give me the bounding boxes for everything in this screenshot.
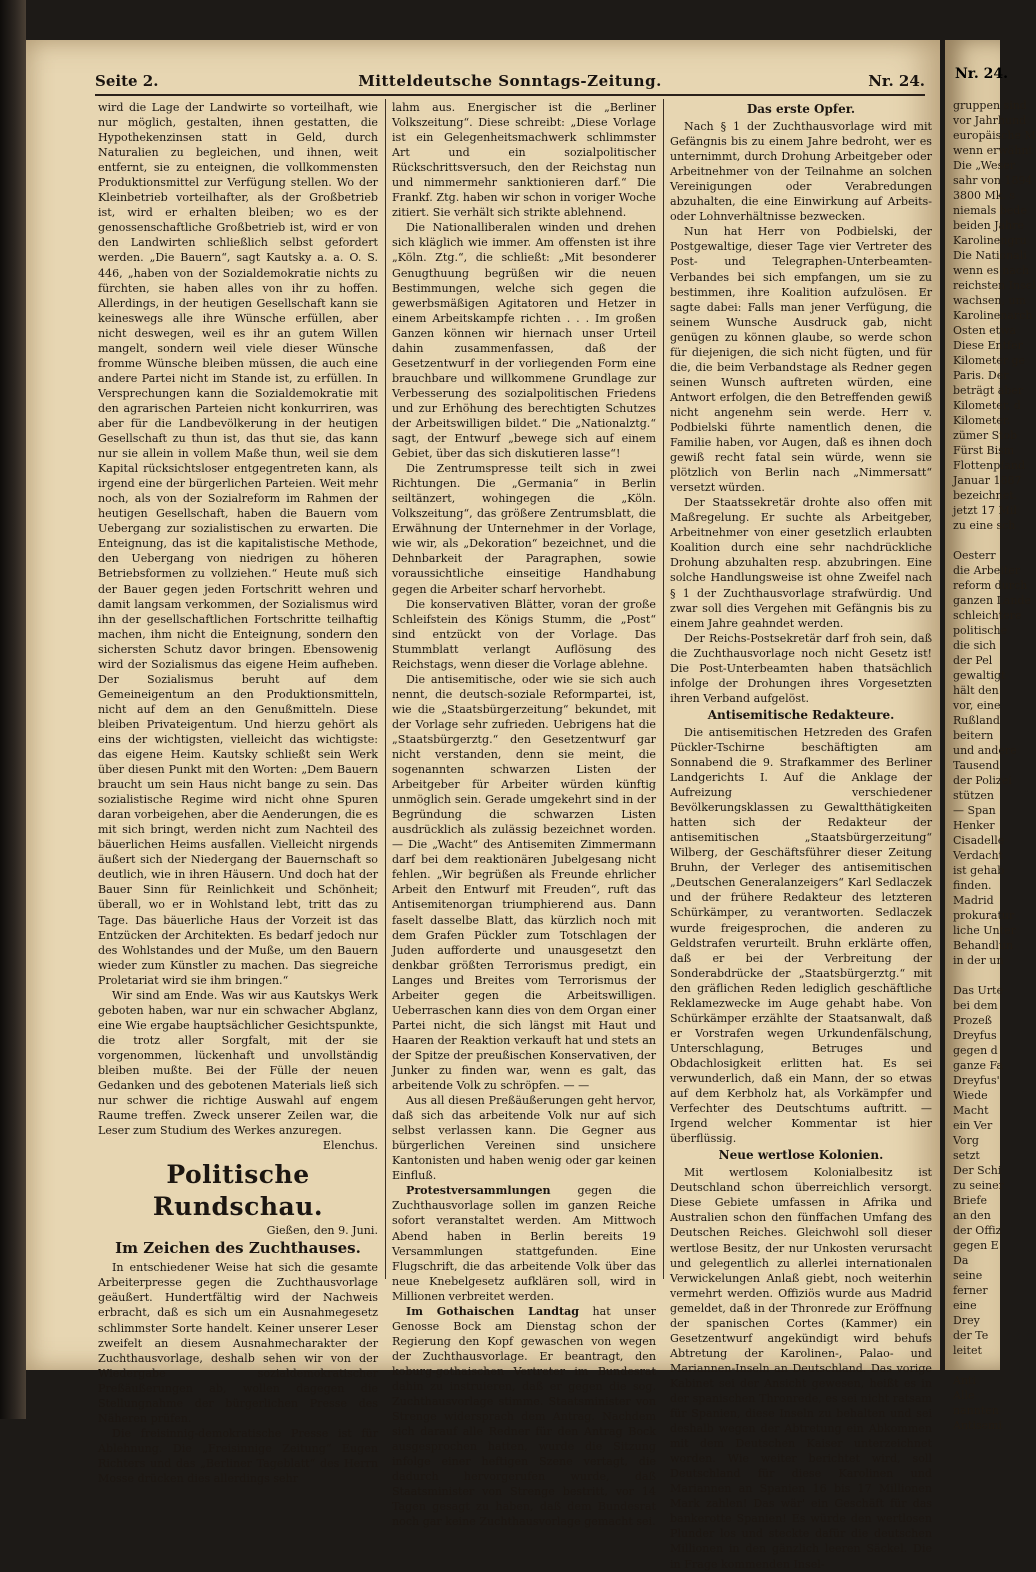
- next-page-line: der Polizei: [953, 774, 1012, 787]
- next-page-line: Prozeß: [953, 1014, 992, 1027]
- column-2: [392, 100, 656, 1529]
- next-page-line: ferner: [953, 1284, 988, 1297]
- next-page-line: Fürst Bism: [953, 444, 1015, 457]
- article-paragraph: Der Staatssekretär drohte also offen mit Maßregelung. Er suchte als Arbeitgeber, Arbeitnehmer von einer gesetzlich erlaubten Koalition durch eine sehr nachdrückliche Drohung abzuhalten resp. abzubringen. Eine solche Handlungsweise ist ohne Zweifel nach § 1 der Zuchthausvorlage strafwürdig. Und zwar soll dies Vergehen mit Gefängnis bis zu einem Jahre geahndet werden.: [670, 496, 932, 630]
- item-lead: Protestversammlungen: [406, 1184, 551, 1198]
- article-paragraph: Mit wertlosem Kolonialbesitz ist Deutschland schon überreichlich versorgt. Diese Gebiete umfassen in Afrika und Australien schon den fünffachen Umfang des Deutschen Reiches. Gleichwohl soll dieser wertlose Besitz, der nur Unkosten verursacht und gelegentlich zu allerlei internationalen Verwickelungen Anlaß giebt, noch weiterhin vermehrt werden. Offiziös wurde aus Madrid gemeldet, daß in der Thronrede zur Eröffnung der spanischen Cortes (Kammer) ein Gesetzentwurf angekündigt wird behufs Abtretung der Karolinen-, Palao- und Mariannen-Inseln an Deutschland. Das vorige Kabinet sei der Ansicht gewesen, heißt es in der spanischen Thronrede, es sei nicht ratsam für Spanien, diese Inseln zu behalten und sei deshalb wegen der Abtretung ein Abkommen mit dem Deutschen Kaiser unterzeichnet worden. Wie weiter berichtet wird, soll Deutschland für diese Karolinen und Mariannen an Spanien 16 bis 17 Millionen Mark zahlen! Das wär' ein Geschäft für das bankerotte Spanien! Es würde den wertlosen Plunder los und steckte dafür die deutschen Millionen in den gänzlich leeren Säckel. Die in Frage kommenden Insel-: [670, 1166, 932, 1571]
- article-paragraph: Die Zentrumspresse teilt sich in zwei Richtungen. Die „Germania“ in Berlin seiltänzert, wohingegen die „Köln. Volkszeitung“, das größere Zentrumsblatt, die Erwähnung der Unternehmer in der Vorlage, wie wir, als „Dekoration“ bezeichnet, und die Dehnbarkeit der Paragraphen, sowie voraussichtliche einseitige Handhabung gegen die Arbeiter scharf hervorhebt.: [392, 462, 656, 596]
- section-title: Politische Rundschau.: [152, 1160, 324, 1222]
- newspaper-title: Mitteldeutsche Sonntags-Zeitung.: [358, 72, 662, 90]
- next-page-line: [953, 533, 1013, 548]
- next-page-line: Diese Entfer: [953, 339, 1023, 352]
- next-page-line: Kilometer ge: [953, 354, 1026, 367]
- article-title: Im Zeichen des Zuchthauses.: [115, 1239, 361, 1258]
- article-paragraph: [392, 1183, 656, 1303]
- next-page-line: bezeichnet.: [953, 489, 1018, 502]
- next-page-line: 3800 Mk. s: [953, 189, 1016, 202]
- next-page-line: Karolinengru: [953, 234, 1027, 247]
- article-heading: Neue wertlose Kolonien.: [718, 1148, 884, 1163]
- next-page-line: beitern: [953, 729, 994, 742]
- next-page-line: zu seiner: [953, 1179, 1004, 1192]
- column-divider: [663, 99, 664, 1279]
- next-page-line: gegen d: [953, 1044, 998, 1057]
- article-paragraph: Die antisemitische, oder wie sie sich auch nennt, die deutsch-soziale Reformpartei, ist, wie die „Staatsbürgerzeitung“ bekundet, mit der Vorlage sehr zufrieden. Uebrigens hat die „Staatsbürgerztg.“ den Gesetzentwurf gar nicht verstanden, denn sie meint, die sogenannten schwarzen Listen der Arbeitgeber für Arbeiter würden künftig unmöglich sein. Gerade umgekehrt sind in der Begründung die schwarzen Listen ausdrücklich als zulässig bezeichnet worden. — Die „Wacht“ des Antisemiten Zimmermann darf bei dem reaktionären Jubelgesang nicht fehlen. „Wir begrüßen als Freunde ehrlicher Arbeit den Entwurf mit Freuden“, ruft das Antisemitenorgan triumphierend aus. Dann faselt dasselbe Blatt, das kürzlich noch mit dem Grafen Pückler zum Totschlagen der Juden aufforderte und unausgesetzt den denkbar größten Terrorismus predigt, ein Langes und Breites vom Terrorismus der Arbeiter gegen die Arbeitswilligen. Ueberraschen kann dies von dem Organ einer Partei nicht, die sich längst mit Haut und Haaren der Reaktion verkauft hat und stets an der Spitze der preußischen Konservativen, der Junker zu finden war, wenn es galt, das arbeitende Volk zu schröpfen. — —: [392, 672, 656, 1093]
- next-page-line: bei dem: [953, 999, 998, 1012]
- item-text: gegen die Zuchthausvorlage sollen im ganzen Reiche sofort veranstaltet werden. Am Mittwoch Abend haben in Berlin bereits 19 Versammlungen stattgefunden. Eine Flugschrift, die das arbeitende Volk über das neue Knebelgesetz aufklären soll, wird in Millionen verbreitet werden.: [392, 1184, 656, 1303]
- item-text: hat unser Genosse Bock am Dienstag schon der Regierung den Kopf gewaschen von wegen der Zuchthausvorlage. Er beantragt, den koburg-gothaischen Vertreter im Bundesrat dahin zu instruieren, daß er gegen die sog. Zuchthausvorlage stimme. Staatsminister von Strenge widersprach dem Antrag. Nachdem sich darauf alle Redner für den Antrag Bock ausgesprochen hatten, wurde die Sitzung infolge einer heftigen Szene vertagt, die dadurch hervorgerufen wurde, daß Staatsminister von Strenge bestritt, vor 14 Tagen gesagt zu haben, daß dem Bundesrat noch gar keine Zuchthausvorlage gemacht sei.: [392, 1304, 656, 1529]
- article-paragraph: lahm aus. Energischer ist die „Berliner Volkszeitung“. Diese schreibt: „Diese Vorlage ist ein Gelegenheitsmachwerk schlimmster Art und ein sozialpolitischer Rückschrittsversuch, den der Reichstag nun und nimmermehr sanktionieren darf.“ Die Frankf. Ztg. haben wir schon in voriger Woche zitiert. Sie verhält sich strikte ablehnend.: [392, 101, 656, 220]
- next-page-line: Die Nationali: [953, 249, 1027, 262]
- next-page-line: leitet: [953, 1344, 982, 1357]
- dateline: Gießen, den 9. Juni.: [266, 1224, 378, 1238]
- next-page-line: Verdacht: [953, 849, 1003, 862]
- column-divider: [385, 99, 386, 1279]
- next-page-line: [953, 1358, 1013, 1373]
- next-page-line: Rußland: [953, 714, 1000, 727]
- next-page-line: Drey: [953, 1314, 980, 1327]
- article-paragraph: Nach § 1 der Zuchthausvorlage wird mit Gefängnis bis zu einem Jahre bedroht, wer es unternimmt, durch Drohung Arbeitgeber oder Arbeitnehmer von der Teilnahme an solchen Vereinigungen oder Verabredungen abzuhalten, die eine Einwirkung auf Arbeits- oder Lohnverhältnisse bezwecken.: [670, 120, 932, 224]
- next-page-line: hält den: [953, 684, 999, 697]
- next-page-line: in der un: [953, 954, 1004, 967]
- next-page-line: Oesterr: [953, 549, 996, 562]
- next-page-line: beträgt aber: [953, 384, 1024, 397]
- next-page-line: nannten: [953, 1404, 999, 1417]
- article-paragraph: [392, 1304, 656, 1530]
- article-paragraph: Die freisinnig-demokratische Presse ist für Ablehnung. Die „Freisinnige Zeitung“ Eugen Richters und das „Berliner Tageblatt“ des Herrn Mosse drücken dies allerdings sehr: [98, 1426, 378, 1485]
- next-page-line: Cisadelle: [953, 834, 1005, 847]
- article-paragraph: Die konservativen Blätter, voran der große Schleifstein des Königs Stumm, die „Post“ sind entzückt von der Vorlage. Das Stummblatt verlangt Auflösung des Reichstags, wenn dieser die Vorlage ablehne.: [392, 597, 656, 671]
- next-page-line: gruppen sind: [953, 99, 1027, 112]
- next-page-line: Januar 1887: [953, 474, 1022, 487]
- next-page-line: niemals bede: [953, 204, 1027, 217]
- article-paragraph: Der Reichs-Postsekretär darf froh sein, daß die Zuchthausvorlage noch nicht Gesetz ist! Die Post-Unterbeamten haben thatsächlich infolge der Drohungen ihres Vorgesetzten ihren Verband aufgelöst.: [670, 631, 932, 705]
- next-page-line: Karolinenarch: [953, 309, 1033, 322]
- next-page-line: Anti: [953, 1374, 976, 1387]
- next-page-text: [953, 98, 1036, 1433]
- next-page-line: gegen E: [953, 1239, 999, 1252]
- next-page-line: ist gehab: [953, 864, 1005, 877]
- next-page-line: Behandlun: [953, 939, 1014, 952]
- next-page-line: ganze Fa: [953, 1059, 1003, 1072]
- column-3: [670, 100, 932, 1571]
- next-page-line: Paris. Der: [953, 369, 1009, 382]
- next-page-line: Die „Weser: [953, 159, 1015, 172]
- next-page-line: an den: [953, 1209, 991, 1222]
- article-paragraph: Wir sind am Ende. Was wir aus Kautskys Werk geboten haben, war nur ein schwacher Abglanz, eine Wie ergabe hauptsächlicher Gesichtspunkte, die trotz aller Sorgfalt, mit der sie vorgenommen, lückenhaft und unvollständig bleiben mußte. Bei der Fülle der neuen Gedanken und des gebotenen Materials ließ sich nur schwer die richtige Auswahl auf engem Raume treffen. Zweck unserer Zeilen war, die Leser zum Studium des Werkes anzuregen.: [98, 988, 378, 1138]
- next-page-line: — Span: [953, 804, 996, 817]
- next-page-line: der Te: [953, 1329, 989, 1342]
- next-page-line: politische: [953, 624, 1008, 637]
- next-page-line: Da: [953, 1254, 969, 1267]
- next-page-line: liche Unter: [953, 924, 1016, 937]
- next-page-line: Henker: [953, 819, 995, 832]
- next-page-line: beiden Jahre: [953, 219, 1025, 232]
- next-page-line: Das Urte: [953, 984, 1003, 997]
- column-1: [98, 100, 378, 1485]
- next-page-line: und andere: [953, 744, 1017, 757]
- next-page-line: finden.: [953, 879, 992, 892]
- next-page-line: Dreyfus: [953, 1029, 997, 1042]
- next-page-line: Alle: [953, 1389, 975, 1402]
- next-page-line: ganzen Lande: [953, 594, 1032, 607]
- article-paragraph: Die Nationalliberalen winden und drehen sich kläglich wie immer. Am offensten ist ihre „Köln. Ztg.“, die schließt: „Mit besonderer Genugthuung begrüßen wir die neuen Bestimmungen, welche sich gegen die gewerbsmäßigen Agitatoren und Hetzer in einem Arbeitskampfe richten . . . Im großen Ganzen können wir hiernach unser Urteil dahin zusammenfassen, daß der Gesetzentwurf in der vorliegenden Form eine brauchbare und willkommene Grundlage zur Verbesserung des sozialpolitischen Friedens und zur Erhöhung des berechtigten Schutzes der Arbeitswilligen bildet.“ Die „Nationalztg.“ sagt, der Entwurf „bewege sich auf einem Gebiet, über das sich diskutieren lasse“!: [392, 221, 656, 461]
- next-page-line: die Arbeiter: [953, 564, 1021, 577]
- issue-number: Nr. 24.: [868, 72, 925, 90]
- next-page-line: Flottenpfand: [953, 459, 1026, 472]
- next-page-line: reform durch: [953, 579, 1028, 592]
- next-page-line: schleichtere: [953, 609, 1022, 622]
- next-page-line: vor, eine: [953, 699, 1001, 712]
- next-page-line: Tausend: [953, 759, 1000, 772]
- next-page-line: sahr von 1894: [953, 174, 1033, 187]
- next-page-line: eine: [953, 1299, 977, 1312]
- next-page-line: der Pel: [953, 654, 993, 667]
- page-number: Seite 2.: [95, 72, 159, 90]
- next-page-line: Der Schi: [953, 1164, 1002, 1177]
- signature: Elenchus.: [322, 1139, 378, 1153]
- next-page-line: die sich: [953, 639, 996, 652]
- book-binding: [0, 0, 26, 1419]
- next-page-issue: Nr. 24.: [955, 66, 1008, 82]
- next-page-line: reichsten Insel: [953, 279, 1036, 292]
- next-page-line: Macht: [953, 1104, 989, 1117]
- next-page-line: [953, 968, 1013, 983]
- next-page-line: Kilometer, d: [953, 399, 1021, 412]
- article-paragraph: Die antisemitischen Hetzreden des Grafen Pückler-Tschirne beschäftigten am Sonnabend die 9. Strafkammer des Berliner Landgerichts I. Auf die Anklage der Aufreizung verschiedener Bevölkerungsklassen zu Gewaltthätigkeiten hatten sich der Redakteur der antisemitischen „Staatsbürgerzeitung“ Wilberg, der Geschäftsführer dieser Zeitung Bruhn, der Verleger des antisemitischen „Deutschen Generalanzeigers“ Karl Sedlaczek und der frühere Redakteur des letzteren Schürkämper, zu verantworten. Sedlaczek wurde freigesprochen, die anderen zu Geldstrafen verurteilt. Bruhn erklärte offen, daß er bei der Verbreitung der Sonderabdrücke der „Staatsbürgerztg.“ mit den gräflichen Reden lediglich geschäftliche Reklamezwecke im Auge gehabt habe. Von Schürkämper erzählte der Staatsanwalt, daß er Vorstrafen wegen Urkundenfälschung, Unterschlagung, Betruges und Obdachlosigkeit erlitten hat. Es sei verwunderlich, daß ein Mann, der so etwas auf dem Kerbholz hat, als Vorkämpfer und Verfechter des Deutschtums auftritt. — Irgend welcher Kommentar ist hier überflüssig.: [670, 725, 932, 1146]
- next-page-line: wenn erwähnt: [953, 144, 1033, 157]
- next-page-line: seine: [953, 1269, 983, 1282]
- next-page-line: jetzt 17 Mil: [953, 504, 1017, 517]
- next-page-line: Wiede: [953, 1089, 988, 1102]
- next-page-line: Briefe: [953, 1194, 987, 1207]
- next-page-line: zümer Stob: [953, 429, 1018, 442]
- item-lead: Im Gothaischen Landtag: [406, 1304, 580, 1318]
- article-paragraph: Nun hat Herr von Podbielski, der Postgewaltige, dieser Tage vier Vertreter des Post- und Telegraphen-Unterbeamten-Verbandes bei sich empfangen, um sie zu bestimmen, ihre Koalition aufzulösen. Er sagte dabei: Falls man jener Verfügung, die seinem Wunsche Ausdruck gab, nicht genügen zu können glaube, so werde schon für diejenigen, die sich nicht fügten, und für die, die beim Verbandstage als Redner gegen seinen Wunsch auftreten würden, eine Antwort erfolgen, die den Betreffenden gewiß nicht angenehm sein werde. Herr v. Podbielski führte namentlich denen, die Familie haben, vor Augen, daß es ihnen doch gewiß recht fatal sein würde, wenn sie plötzlich von Berlin nach „Nimmersatt“ versetzt würden.: [670, 225, 932, 495]
- page-header: [95, 72, 925, 94]
- next-page-line: zu eine sch: [953, 519, 1016, 532]
- next-page-line: prokuratur: [953, 909, 1015, 922]
- next-page-line: europäische M: [953, 129, 1036, 142]
- next-page-line: gewaltigt: [953, 669, 1006, 682]
- next-page-line: Dreyfus': [953, 1074, 1000, 1087]
- next-page-line: wachsen, um: [953, 294, 1026, 307]
- next-page-line: wenn es nach: [953, 264, 1030, 277]
- next-page-line: vor Jahrhund: [953, 114, 1027, 127]
- article-paragraph: Aus all diesen Preßäußerungen geht hervor, daß sich das arbeitende Volk nur auf sich selbst verlassen kann. Die Gegner aus bürgerlichen Vereinen sind unsichere Kantonisten und haben wenig oder gar keinen Einfluß.: [392, 1094, 656, 1183]
- article-heading: Antisemitische Redakteure.: [707, 707, 895, 722]
- next-page-line: Osten etwa: [953, 324, 1017, 337]
- next-page-line: stützen: [953, 789, 994, 802]
- next-page-line: der Offiz: [953, 1224, 1002, 1237]
- next-page-line: Kilometer.: [953, 414, 1011, 427]
- article-paragraph: wird die Lage der Landwirte so vorteilhaft, wie nur möglich, gestalten, ihnen gestatten, die Hypothekenzinsen statt in Geld, durch Naturalien zu begleichen, und ihnen, weit entfernt, sie zu enteignen, die vollkommensten Produktionsmittel zur Verfügung stellen. Wo der Kleinbetrieb vorteilhafter, als der Großbetrieb ist, wird er erhalten bleiben; wo es der genossenschaftliche Großbetrieb ist, wird er von den Landwirten schließlich selbst gefordert werden. „Die Bauern“, sagt Kautsky a. a. O. S. 446, „haben von der Sozialdemokratie nichts zu fürchten, sie haben alles von ihr zu hoffen. Allerdings, in der heutigen Gesellschaft kann sie keineswegs alle ihre Wünsche erfüllen, aber nicht deswegen, weil es ihr an gutem Willen mangelt, sondern weil viele dieser Wünsche fromme Wünsche bleiben müssen, die auch eine andere Partei nicht im Stande ist, zu erfüllen. In Versprechungen kann die Sozialdemokratie mit den agrarischen Parteien nicht konkurriren, was aber für die Landbevölkerung in der heutigen Gesellschaft zu thun ist, das thut sie, das kann nur sie allein in vollem Maße thun, weil sie dem Kapital rücksichtsloser entgegentreten kann, als irgend eine der bürgerlichen Parteien. Weit mehr noch, als von der Sozialreform im Rahmen der heutigen Gesellschaft, haben die Bauern vom Uebergang zur sozialistischen zu erwarten. Die Enteignung, das ist die kapitalistische Methode, den Uebergang von niedrigen zu höheren Betriebsformen zu vollziehen.“ Heute muß sich der Bauer gegen jeden Fortschritt wehren und damit langsam verkommen, der Sozialismus wird ihn der gesellschaftlichen Fortschritte teilhaftig machen, ihm nicht die Enteignung, sondern den sichersten Schutz davor bringen. Ebensowenig wird der Sozialismus das eigene Heim aufheben. Der Sozialismus beruht auf dem Gemeineigentum an den Produktionsmitteln, nicht auf dem an den Genußmitteln. Diese bleiben Privateigentum. Und hierzu gehört als eins der wichtigsten, vielleicht das wichtigste: das eigene Heim. Kautsky schließt sein Werk über diesen Punkt mit den Worten: „Dem Bauern braucht um sein Haus nicht bange zu sein. Das sozialistische Regime wird nicht ohne Spuren daran vorbeigehen, aber die Aenderungen, die es mit sich bringt, werden nicht zum Nachteil des bäuerlichen Heims ausfallen. Vielleicht nirgends äußert sich der Niedergang der Bauernschaft so deutlich, wie in ihren Häusern. Und doch hat der Bauer Sinn für Reinlichkeit und Schönheit; überall, wo er in Wohlstand lebt, tritt das zu Tage. Das bäuerliche Haus der Vorzeit ist das Entzücken der Architekten. Es bedarf jedoch nur des Wohlstandes und der Muße, um den Bauern wieder zum Künstler zu machen. Das siegreiche Proletariat wird sie ihm bringen.“: [98, 101, 378, 987]
- next-page-line: ein Ver: [953, 1119, 993, 1132]
- next-page-edge: [945, 40, 1036, 1432]
- next-page-line: Vorg: [953, 1134, 979, 1147]
- next-page-line: Antisemi: [953, 1419, 1003, 1432]
- article-heading: Das erste Opfer.: [746, 102, 856, 116]
- next-page-line: Madrid: [953, 894, 994, 907]
- article-paragraph: In entschiedener Weise hat sich die gesamte Arbeiterpresse gegen die Zuchthausvorlage geäußert. Hundertfältig wird der Nachweis erbracht, daß es sich um ein Ausnahmegesetz schlimmster Sorte handelt. Keiner unserer Leser zweifelt an diesem Ausnahmecharakter der Zuchthausvorlage, deshalb sehen wir von der Wiedergabe sozialdemokratischer Preßäußerungen ab, wollen dagegen die Stellungnahme der bürgerlichen Presse des Näheren prüfen.: [98, 1261, 378, 1425]
- next-page-line: setzt: [953, 1149, 980, 1162]
- header-rule: [95, 94, 925, 96]
